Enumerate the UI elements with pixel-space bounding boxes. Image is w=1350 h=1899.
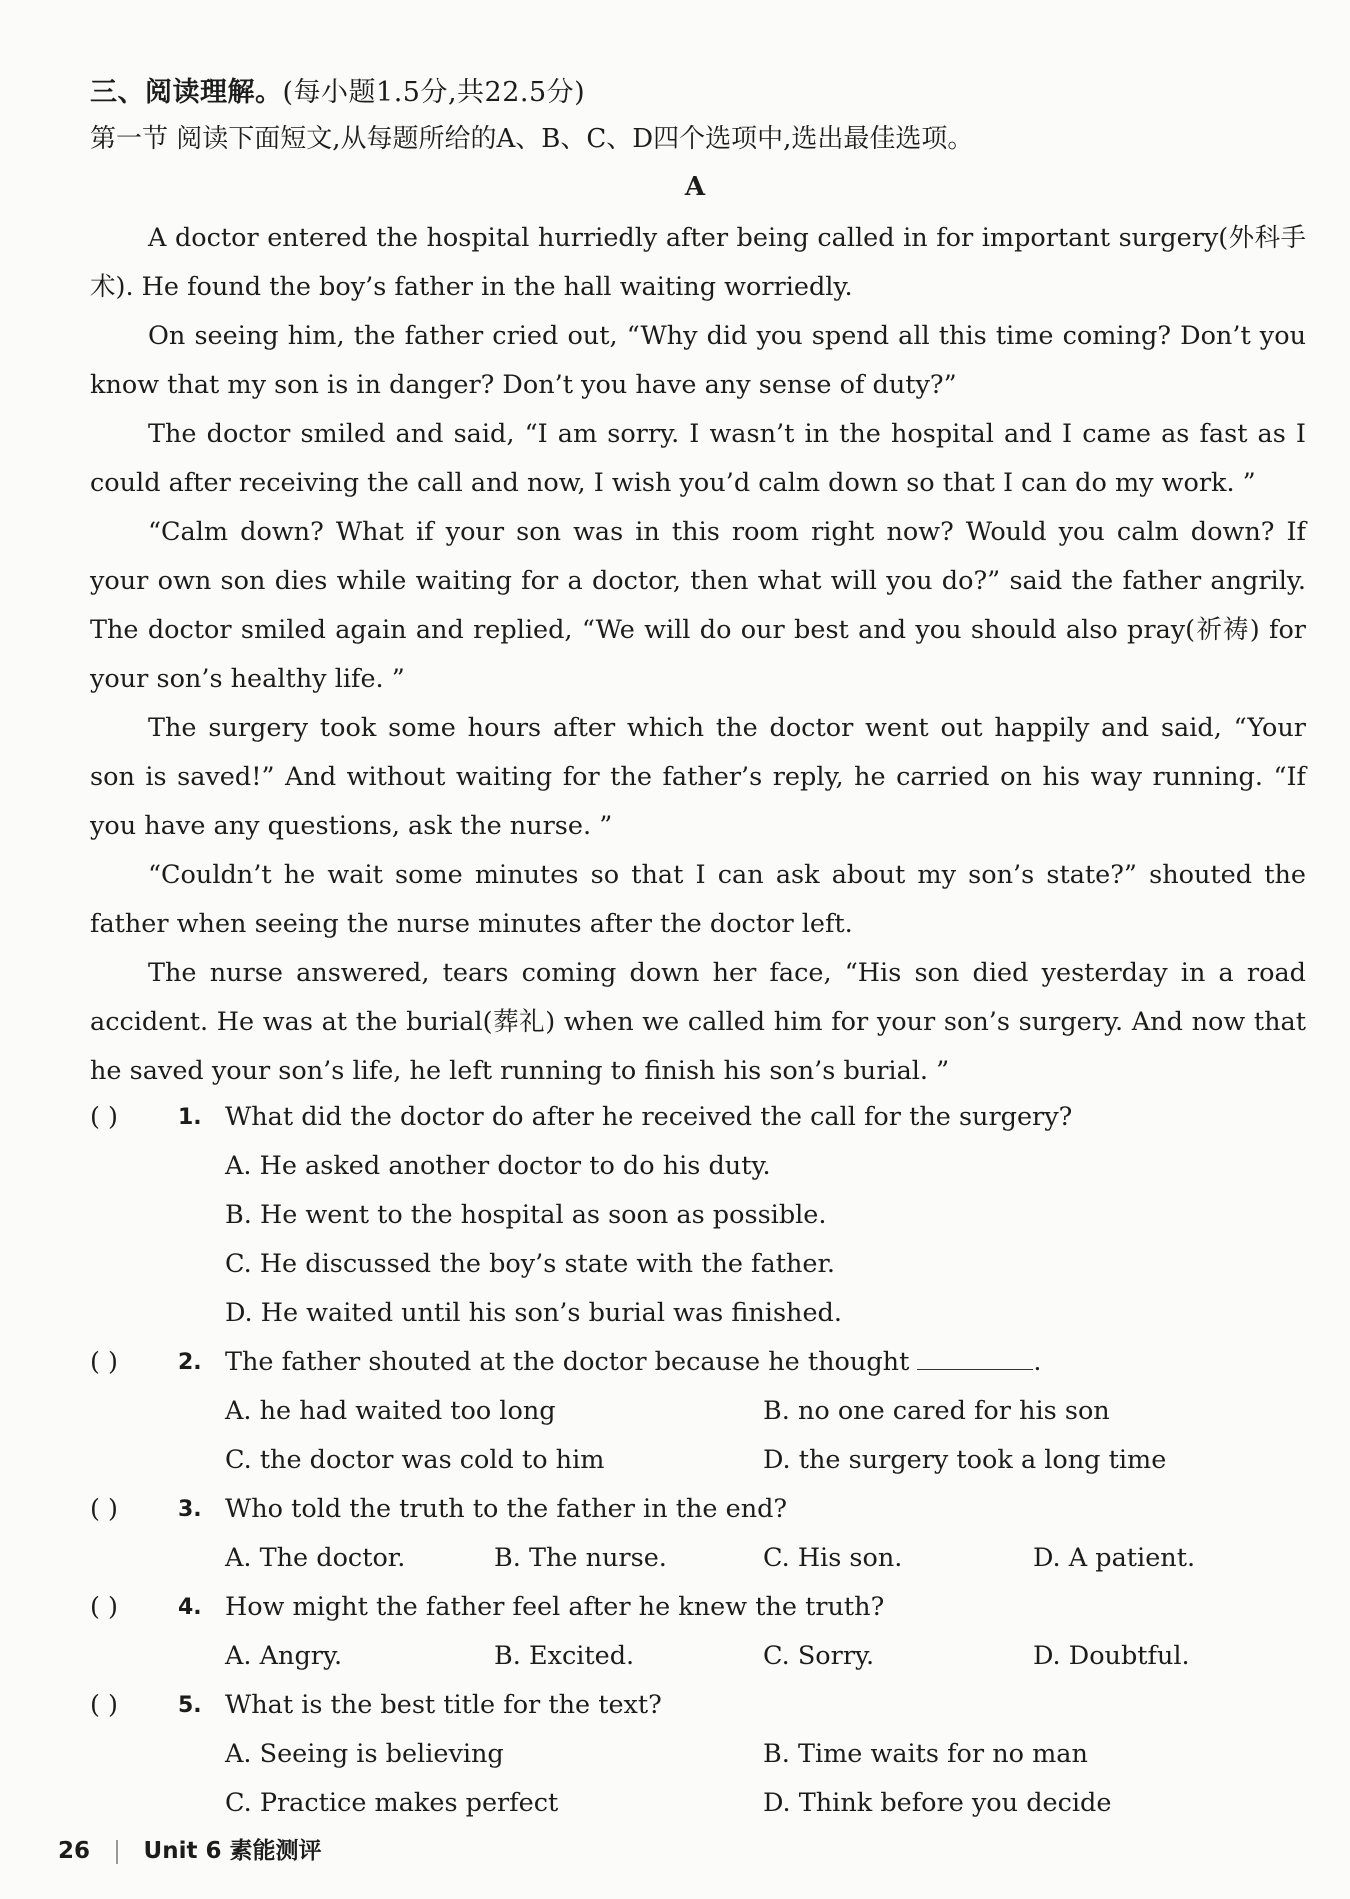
- option-a: A. Seeing is believing: [225, 1739, 504, 1769]
- option-d: D. He waited until his son’s burial was finished.: [225, 1298, 842, 1328]
- option-c: C. Practice makes perfect: [225, 1788, 559, 1818]
- question-stem-end: .: [1033, 1347, 1042, 1377]
- question-number: 1.: [178, 1105, 202, 1130]
- option-c: C. Sorry.: [763, 1641, 875, 1671]
- option-c: C. the doctor was cold to him: [225, 1445, 605, 1475]
- section-heading-points: (每小题1.5分,共22.5分): [282, 77, 586, 108]
- option-row: [90, 1142, 1306, 1191]
- answer-bracket[interactable]: ( ): [90, 1592, 119, 1622]
- question-number: 2.: [178, 1350, 202, 1375]
- option-a: A. He asked another doctor to do his duty.: [225, 1151, 771, 1181]
- question-stem: Who told the truth to the father in the end?: [225, 1494, 788, 1524]
- page-footer: [58, 1832, 321, 1865]
- option-a: A. he had waited too long: [225, 1396, 556, 1426]
- passage-paragraph: The doctor smiled and said, “I am sorry. I wasn’t in the hospital and I came as fast as I could after receiving the call and now, I wish you’d calm down so that I can do my work. ”: [90, 419, 1306, 498]
- passage-paragraph: The nurse answered, tears coming down her face, “His son died yesterday in a road accident. He was at the burial(葬礼) when we called him for your son’s surgery. And now that he saved your son’s life, he left running to finish his son’s burial. ”: [90, 958, 1306, 1086]
- question-number: 3.: [178, 1497, 202, 1522]
- section-heading-main: 三、阅读理解。: [90, 77, 283, 108]
- unit-label: Unit 6 素能测评: [143, 1838, 322, 1864]
- option-a: A. The doctor.: [225, 1543, 406, 1573]
- option-c: C. He discussed the boy’s state with the father.: [225, 1249, 835, 1279]
- question-3: [90, 1485, 1306, 1534]
- option-b: B. no one cared for his son: [763, 1396, 1110, 1426]
- option-row: [90, 1289, 1306, 1338]
- option-row: [90, 1779, 1306, 1828]
- question-stem: [225, 1338, 1041, 1387]
- option-b: B. He went to the hospital as soon as possible.: [225, 1200, 827, 1230]
- option-b: B. The nurse.: [494, 1543, 667, 1573]
- question-stem: How might the father feel after he knew the truth?: [225, 1592, 885, 1622]
- option-row: [90, 1436, 1306, 1485]
- question-number: 5.: [178, 1693, 202, 1718]
- passage-paragraph: “Calm down? What if your son was in this room right now? Would you calm down? If your own son dies while waiting for a doctor, then what will you do?” said the father angrily. The doctor smiled again and replied, “We will do our best and you should also pray(祈祷) for your son’s healthy life. ”: [90, 517, 1306, 694]
- question-stem-text: The father shouted at the doctor because he thought: [225, 1347, 910, 1377]
- option-row: [90, 1240, 1306, 1289]
- option-row: [90, 1534, 1306, 1583]
- section-instruction: 第一节 阅读下面短文,从每题所给的A、B、C、D四个选项中,选出最佳选项。: [90, 124, 974, 154]
- option-b: B. Time waits for no man: [763, 1739, 1088, 1769]
- answer-bracket[interactable]: ( ): [90, 1690, 119, 1720]
- question-stem: What did the doctor do after he received the call for the surgery?: [225, 1102, 1073, 1132]
- passage-paragraph: The surgery took some hours after which the doctor went out happily and said, “Your son is saved!” And without waiting for the father’s reply, he carried on his way running. “If you have any questions, ask the nurse. ”: [90, 713, 1306, 841]
- passage-paragraph: “Couldn’t he wait some minutes so that I can ask about my son’s state?” shouted the father when seeing the nurse minutes after the doctor left.: [90, 860, 1306, 939]
- passage-paragraph: A doctor entered the hospital hurriedly after being called in for important surgery(外科手术). He found the boy’s father in the hall waiting worriedly.: [90, 223, 1306, 302]
- option-b: B. Excited.: [494, 1641, 635, 1671]
- answer-bracket[interactable]: ( ): [90, 1347, 119, 1377]
- question-1: [90, 1093, 1306, 1142]
- answer-bracket[interactable]: ( ): [90, 1494, 119, 1524]
- question-4: [90, 1583, 1306, 1632]
- option-d: D. Think before you decide: [763, 1788, 1112, 1818]
- answer-blank[interactable]: [917, 1339, 1033, 1370]
- question-stem: What is the best title for the text?: [225, 1690, 662, 1720]
- page-number: 26: [58, 1838, 91, 1864]
- answer-bracket[interactable]: ( ): [90, 1102, 119, 1132]
- option-a: A. Angry.: [225, 1641, 343, 1671]
- passage-paragraph: On seeing him, the father cried out, “Why did you spend all this time coming? Don’t you know that my son is in danger? Don’t you have any sense of duty?”: [90, 321, 1306, 400]
- footer-divider: [116, 1840, 118, 1864]
- option-row: [90, 1730, 1306, 1779]
- question-5: [90, 1681, 1306, 1730]
- option-row: [90, 1387, 1306, 1436]
- option-d: D. Doubtful.: [1033, 1641, 1190, 1671]
- reading-passage: [90, 214, 1306, 1096]
- option-c: C. His son.: [763, 1543, 903, 1573]
- question-list: [90, 1093, 1306, 1828]
- option-row: [90, 1191, 1306, 1240]
- passage-title: A: [684, 172, 706, 202]
- option-d: D. A patient.: [1033, 1543, 1196, 1573]
- option-d: D. the surgery took a long time: [763, 1445, 1167, 1475]
- question-2: [90, 1338, 1306, 1387]
- question-number: 4.: [178, 1595, 202, 1620]
- option-row: [90, 1632, 1306, 1681]
- section-heading: [90, 70, 585, 109]
